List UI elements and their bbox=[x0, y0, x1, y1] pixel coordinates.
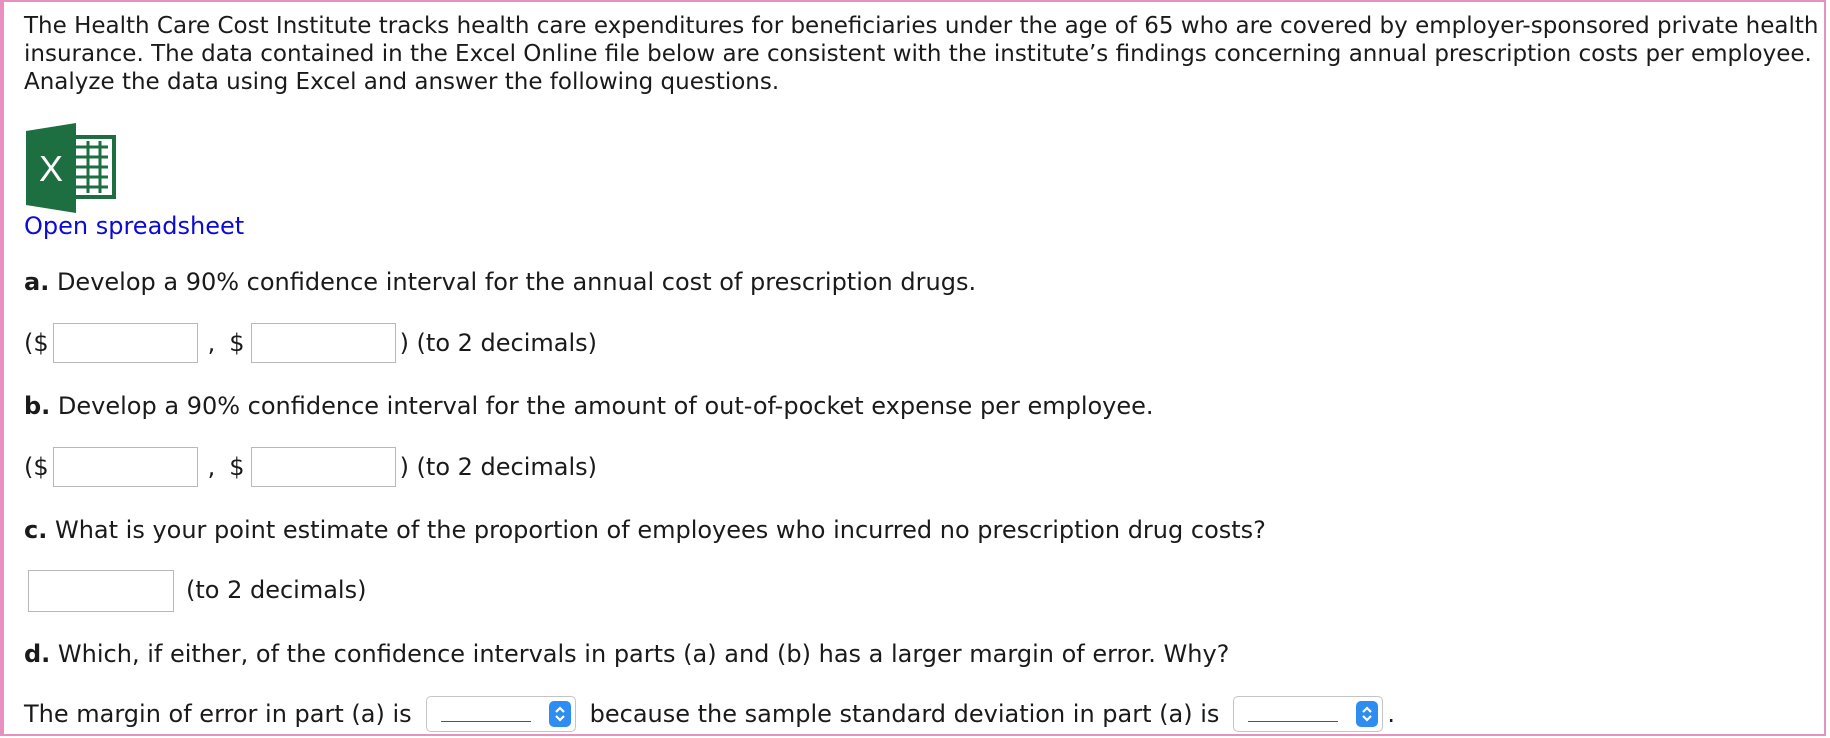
question-a-letter: a. bbox=[24, 268, 50, 296]
question-d-letter: d. bbox=[24, 640, 51, 668]
intro-text: The Health Care Cost Institute tracks health care expenditures for beneficiaries under the age of 65 who are covered by employer-sponsored private health insurance. The data contained in the Excel Online file below are consistent with the institute’s findings concerning annual prescription costs per employee. Analyze the data using Excel and answer the following questions. bbox=[24, 13, 1819, 95]
c-suffix: (to 2 decimals) bbox=[186, 576, 367, 604]
question-b-letter: b. bbox=[24, 392, 51, 420]
b-upper-input[interactable] bbox=[251, 447, 396, 487]
question-a-text: Develop a 90% confidence interval for the annual cost of prescription drugs. bbox=[49, 268, 977, 296]
question-d-text: Which, if either, of the confidence intervals in parts (a) and (b) has a larger margin of error. Why? bbox=[50, 640, 1230, 668]
question-a bbox=[24, 268, 976, 296]
suffix-b: ) (to 2 decimals) bbox=[399, 453, 598, 481]
open-paren-b: ($ bbox=[24, 453, 49, 481]
question-b-text: Develop a 90% confidence interval for the amount of out-of-pocket expense per employee. bbox=[50, 392, 1154, 420]
dollar-a: $ bbox=[229, 329, 245, 357]
sentence-end: . bbox=[1387, 700, 1396, 728]
sentence-part1: The margin of error in part (a) is bbox=[24, 700, 412, 728]
open-spreadsheet-link[interactable]: Open spreadsheet bbox=[24, 212, 245, 240]
b-lower-input[interactable] bbox=[53, 447, 198, 487]
answer-row-d bbox=[24, 692, 1395, 736]
answer-row-b bbox=[24, 445, 597, 489]
std-dev-comparison-select[interactable] bbox=[1233, 696, 1383, 732]
excel-icon[interactable] bbox=[26, 123, 119, 213]
question-c-text: What is your point estimate of the proportion of employees who incurred no prescription drug costs? bbox=[47, 516, 1266, 544]
chevron-updown-icon bbox=[1356, 701, 1378, 727]
a-lower-input[interactable] bbox=[53, 323, 198, 363]
open-paren-a: ($ bbox=[24, 329, 49, 357]
sentence-part2: because the sample standard deviation in part (a) is bbox=[589, 700, 1220, 728]
margin-comparison-select[interactable] bbox=[426, 696, 576, 732]
separator-a: , bbox=[207, 329, 216, 357]
answer-row-a bbox=[24, 321, 597, 365]
separator-b: , bbox=[207, 453, 216, 481]
a-upper-input[interactable] bbox=[251, 323, 396, 363]
question-d bbox=[24, 640, 1229, 668]
suffix-a: ) (to 2 decimals) bbox=[399, 329, 598, 357]
question-c bbox=[24, 516, 1266, 544]
question-content bbox=[24, 12, 1819, 96]
question-b bbox=[24, 392, 1154, 420]
excel-icon-letter: X bbox=[38, 148, 64, 189]
c-point-estimate-input[interactable] bbox=[28, 570, 174, 612]
chevron-updown-icon bbox=[549, 701, 571, 727]
dollar-b: $ bbox=[229, 453, 245, 481]
question-c-letter: c. bbox=[24, 516, 48, 544]
